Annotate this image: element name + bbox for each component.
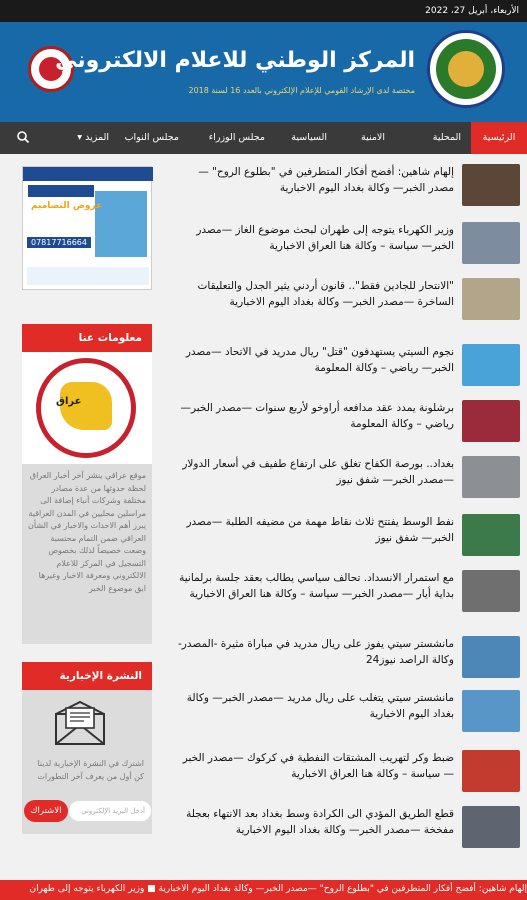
- nav-cabinet[interactable]: مجلس الوزراء: [208, 132, 265, 143]
- article-item[interactable]: [178, 400, 520, 460]
- article-item[interactable]: [178, 750, 520, 810]
- date-label: الأربعاء، أبريل 27، 2022: [425, 6, 519, 16]
- article-thumbnail[interactable]: [462, 222, 520, 264]
- ad-phone: 07817716664: [27, 237, 91, 248]
- about-body: موقع عراقي ينشر آخر أخبار العراق لحظة حدوثها من عدة مصادر مختلفة وشركات أنباء إضافة الى مراسلين محليين في المدن العراقية يبرز أهم الاحداث والاخبار في الشأن العراقي ضمن التمام محتسبة وضعت خصيصاً لذلك بخصوص التسجيل في المركز للاعلام الالكتروني ومعرفة الاخبار وغيرها ابق موضوع الخبر: [28, 471, 146, 593]
- article-title[interactable]: نفط الوسط يفتتح ثلاث نقاط مهمة من مضيفه الطلبة —مصدر الخبر— شفق نيوز: [186, 516, 454, 544]
- article-thumbnail[interactable]: [462, 636, 520, 678]
- article-title[interactable]: وزير الكهرباء يتوجه إلى طهران لبحث موضوع الغاز —مصدر الخبر— سياسة – وكالة هنا العراق الاخبارية: [196, 224, 454, 252]
- article-thumbnail[interactable]: [462, 344, 520, 386]
- newsletter-form: [24, 800, 152, 822]
- about-widget: [22, 324, 152, 644]
- site-subtitle: مختصة لدى الإرشاد القومي للإعلام الإلكتروني بالعدد 16 لسنة 2018: [188, 86, 415, 95]
- nav-parliament[interactable]: مجلس النواب: [124, 132, 179, 143]
- article-item[interactable]: [178, 344, 520, 404]
- nav-politics[interactable]: السياسية: [291, 132, 327, 143]
- main-nav: [0, 122, 527, 154]
- nav-security[interactable]: الامنية: [361, 132, 385, 143]
- article-thumbnail[interactable]: [462, 164, 520, 206]
- article-item[interactable]: [178, 514, 520, 574]
- article-item[interactable]: [178, 278, 520, 338]
- article-thumbnail[interactable]: [462, 278, 520, 320]
- article-thumbnail[interactable]: [462, 806, 520, 848]
- nav-more-label: المزيد: [85, 132, 109, 143]
- ticker-text: إلهام شاهين: أفضح أفكار المتطرفين في "بطلوع الروح" —مصدر الخبر— وكالة بغداد اليوم الاخبارية ■ وزير الكهرباء يتوجه إلى طهران: [29, 884, 527, 894]
- article-item[interactable]: [178, 222, 520, 282]
- article-item[interactable]: [178, 806, 520, 866]
- article-title[interactable]: برشلونة يمدد عقد مدافعه أراوخو لأربع سنوات —مصدر الخبر— رياضي – وكالة المعلومة: [180, 402, 454, 430]
- ad-image: [95, 191, 147, 257]
- envelope-icon: [54, 700, 106, 746]
- ad-title: عروض التصاميم: [31, 201, 103, 211]
- nav-local[interactable]: المحلية: [432, 132, 461, 143]
- newsletter-title: النشرة الإخبارية: [22, 662, 152, 690]
- newsletter-body: اشترك في النشرة الإخبارية لدينا كن أول من يعرف آخر التطورات: [37, 759, 144, 781]
- article-title[interactable]: مانشستر سيتي يتغلب على ريال مدريد —مصدر الخبر— وكالة بغداد اليوم الاخبارية: [186, 692, 454, 720]
- email-field[interactable]: أدخل البريد الإلكتروني: [68, 800, 152, 822]
- ad-banner[interactable]: [22, 166, 152, 290]
- article-item[interactable]: [178, 636, 520, 696]
- article-title[interactable]: ضبط وكر لتهريب المشتقات النفطية في كركوك —مصدر الخبر— سياسة – وكالة هنا العراق الاخبارية: [182, 752, 454, 780]
- search-icon[interactable]: [16, 130, 30, 144]
- news-ticker[interactable]: [0, 880, 527, 900]
- article-thumbnail[interactable]: [462, 400, 520, 442]
- newsletter-widget: [22, 662, 152, 834]
- article-title[interactable]: مع استمرار الانسداد. تحالف سياسي يطالب بعقد جلسة برلمانية بداية أيار —مصدر الخبر— سياسة – وكالة هنا العراق الاخبارية: [179, 572, 454, 600]
- article-thumbnail[interactable]: [462, 750, 520, 792]
- site-logo[interactable]: [427, 30, 505, 108]
- article-item[interactable]: [178, 456, 520, 516]
- emblem-text: عراق: [56, 396, 82, 407]
- article-title[interactable]: بغداد.. بورصة الكفاح تغلق على ارتفاع طفيف في أسعار الدولار —مصدر الخبر— شفق نيوز: [182, 458, 454, 486]
- article-thumbnail[interactable]: [462, 514, 520, 556]
- article-item[interactable]: [178, 164, 520, 224]
- chevron-down-icon: ▾: [77, 132, 83, 143]
- site-header: [0, 22, 527, 122]
- article-title[interactable]: نجوم السيتي يستهدفون "قتل" ريال مدريد في الاتحاد —مصدر الخبر— رياضي – وكالة المعلومة: [185, 346, 454, 374]
- article-title[interactable]: مانشستر سيتي يفوز على ريال مدريد في مباراة مثيرة -المصدر- وكالة الراصد نيوز24: [177, 638, 454, 666]
- article-item[interactable]: [178, 570, 520, 630]
- ad-logos: [27, 267, 149, 285]
- nav-home[interactable]: الرئيسية: [471, 122, 527, 154]
- about-title: معلومات عنا: [22, 324, 152, 352]
- nav-more[interactable]: [77, 122, 109, 154]
- about-emblem: [22, 352, 152, 464]
- article-title[interactable]: إلهام شاهين: أفضح أفكار المتطرفين في "بطلوع الروح" —مصدر الخبر— وكالة بغداد اليوم الاخبارية: [198, 166, 454, 194]
- top-bar: [0, 0, 527, 22]
- article-thumbnail[interactable]: [462, 456, 520, 498]
- article-item[interactable]: [178, 690, 520, 750]
- article-title[interactable]: قطع الطريق المؤدي الى الكرادة وسط بغداد بعد الانتهاء بعجلة مفخخة —مصدر الخبر— وكالة بغداد اليوم الاخبارية: [186, 808, 454, 836]
- article-thumbnail[interactable]: [462, 570, 520, 612]
- subscribe-button[interactable]: الاشتراك: [24, 800, 68, 822]
- article-title[interactable]: "الانتحار للجادين فقط".. قانون أردني يثير الجدل والتعليقات الساخرة —مصدر الخبر— وكالة بغداد اليوم الاخبارية: [197, 280, 454, 308]
- site-title[interactable]: المركز الوطني للاعلام الالكتروني: [55, 48, 415, 73]
- article-thumbnail[interactable]: [462, 690, 520, 732]
